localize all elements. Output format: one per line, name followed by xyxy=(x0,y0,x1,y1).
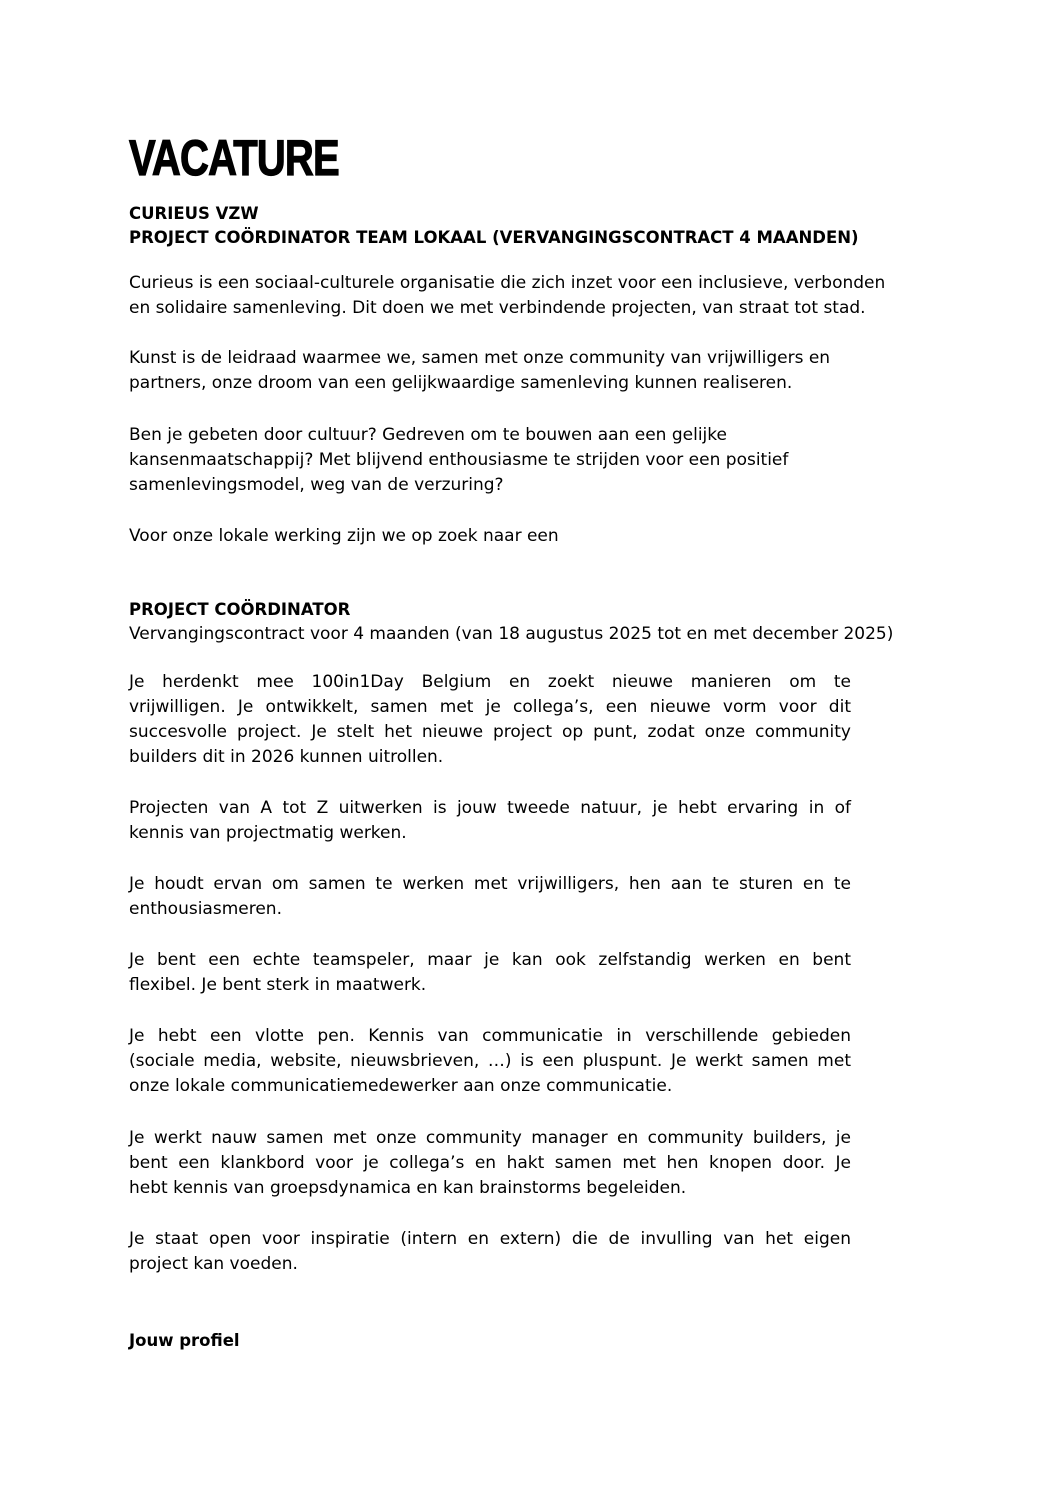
job-heading: PROJECT COÖRDINATOR TEAM LOKAAL (VERVANGINGSCONTRACT 4 MAANDEN) xyxy=(129,228,859,247)
task-paragraph-1: Je herdenkt mee 100in1Day Belgium en zoekt nieuwe manieren om te vrijwilligen. Je ontwikkelt, samen met je collega’s, een nieuwe vorm voor dit succesvolle project. Je stelt het nieuwe project op punt, zodat onze community builders dit in 2026 kunnen uitrollen. xyxy=(129,672,851,767)
intro-paragraph-1: Curieus is een sociaal-culturele organisatie die zich inzet voor een inclusieve, verbonden en solidaire samenleving. Dit doen we met verbindende projecten, van straat tot stad. xyxy=(129,273,886,318)
intro-paragraph-4: Voor onze lokale werking zijn we op zoek naar een xyxy=(129,526,559,546)
task-paragraph-2: Projecten van A tot Z uitwerken is jouw tweede natuur, je hebt ervaring in of kennis van projectmatig werken. xyxy=(129,798,851,843)
page-title: VACATURE xyxy=(129,130,339,186)
contract-line: Vervangingscontract voor 4 maanden (van 18 augustus 2025 tot en met december 2025) xyxy=(129,624,894,644)
task-paragraph-7: Je staat open voor inspiratie (intern en extern) die de invulling van het eigen project kan voeden. xyxy=(129,1229,851,1274)
profile-heading: Jouw profiel xyxy=(129,1331,240,1350)
role-title: PROJECT COÖRDINATOR xyxy=(129,600,351,619)
organization-name: CURIEUS VZW xyxy=(129,204,259,223)
task-paragraph-3: Je houdt ervan om samen te werken met vrijwilligers, hen aan te sturen en te enthousiasmeren. xyxy=(129,874,851,919)
intro-paragraph-2: Kunst is de leidraad waarmee we, samen met onze community van vrijwilligers en partners, onze droom van een gelijkwaardige samenleving kunnen realiseren. xyxy=(129,348,831,393)
intro-paragraph-3: Ben je gebeten door cultuur? Gedreven om te bouwen aan een gelijke kansenmaatschappij? Met blijvend enthousiasme te strijden voor een positief samenlevingsmodel, weg van de verzuring? xyxy=(129,425,789,495)
task-paragraph-5: Je hebt een vlotte pen. Kennis van communicatie in verschillende gebieden (sociale media, website, nieuwsbrieven, …) is een pluspunt. Je werkt samen met onze lokale communicatiemedewerker aan onze communicatie. xyxy=(129,1026,851,1096)
task-paragraph-4: Je bent een echte teamspeler, maar je kan ook zelfstandig werken en bent flexibel. Je bent sterk in maatwerk. xyxy=(129,950,851,995)
task-paragraph-6: Je werkt nauw samen met onze community manager en community builders, je bent een klankbord voor je collega’s en hakt samen met hen knopen door. Je hebt kennis van groepsdynamica en kan brainstorms begeleiden. xyxy=(129,1128,851,1198)
